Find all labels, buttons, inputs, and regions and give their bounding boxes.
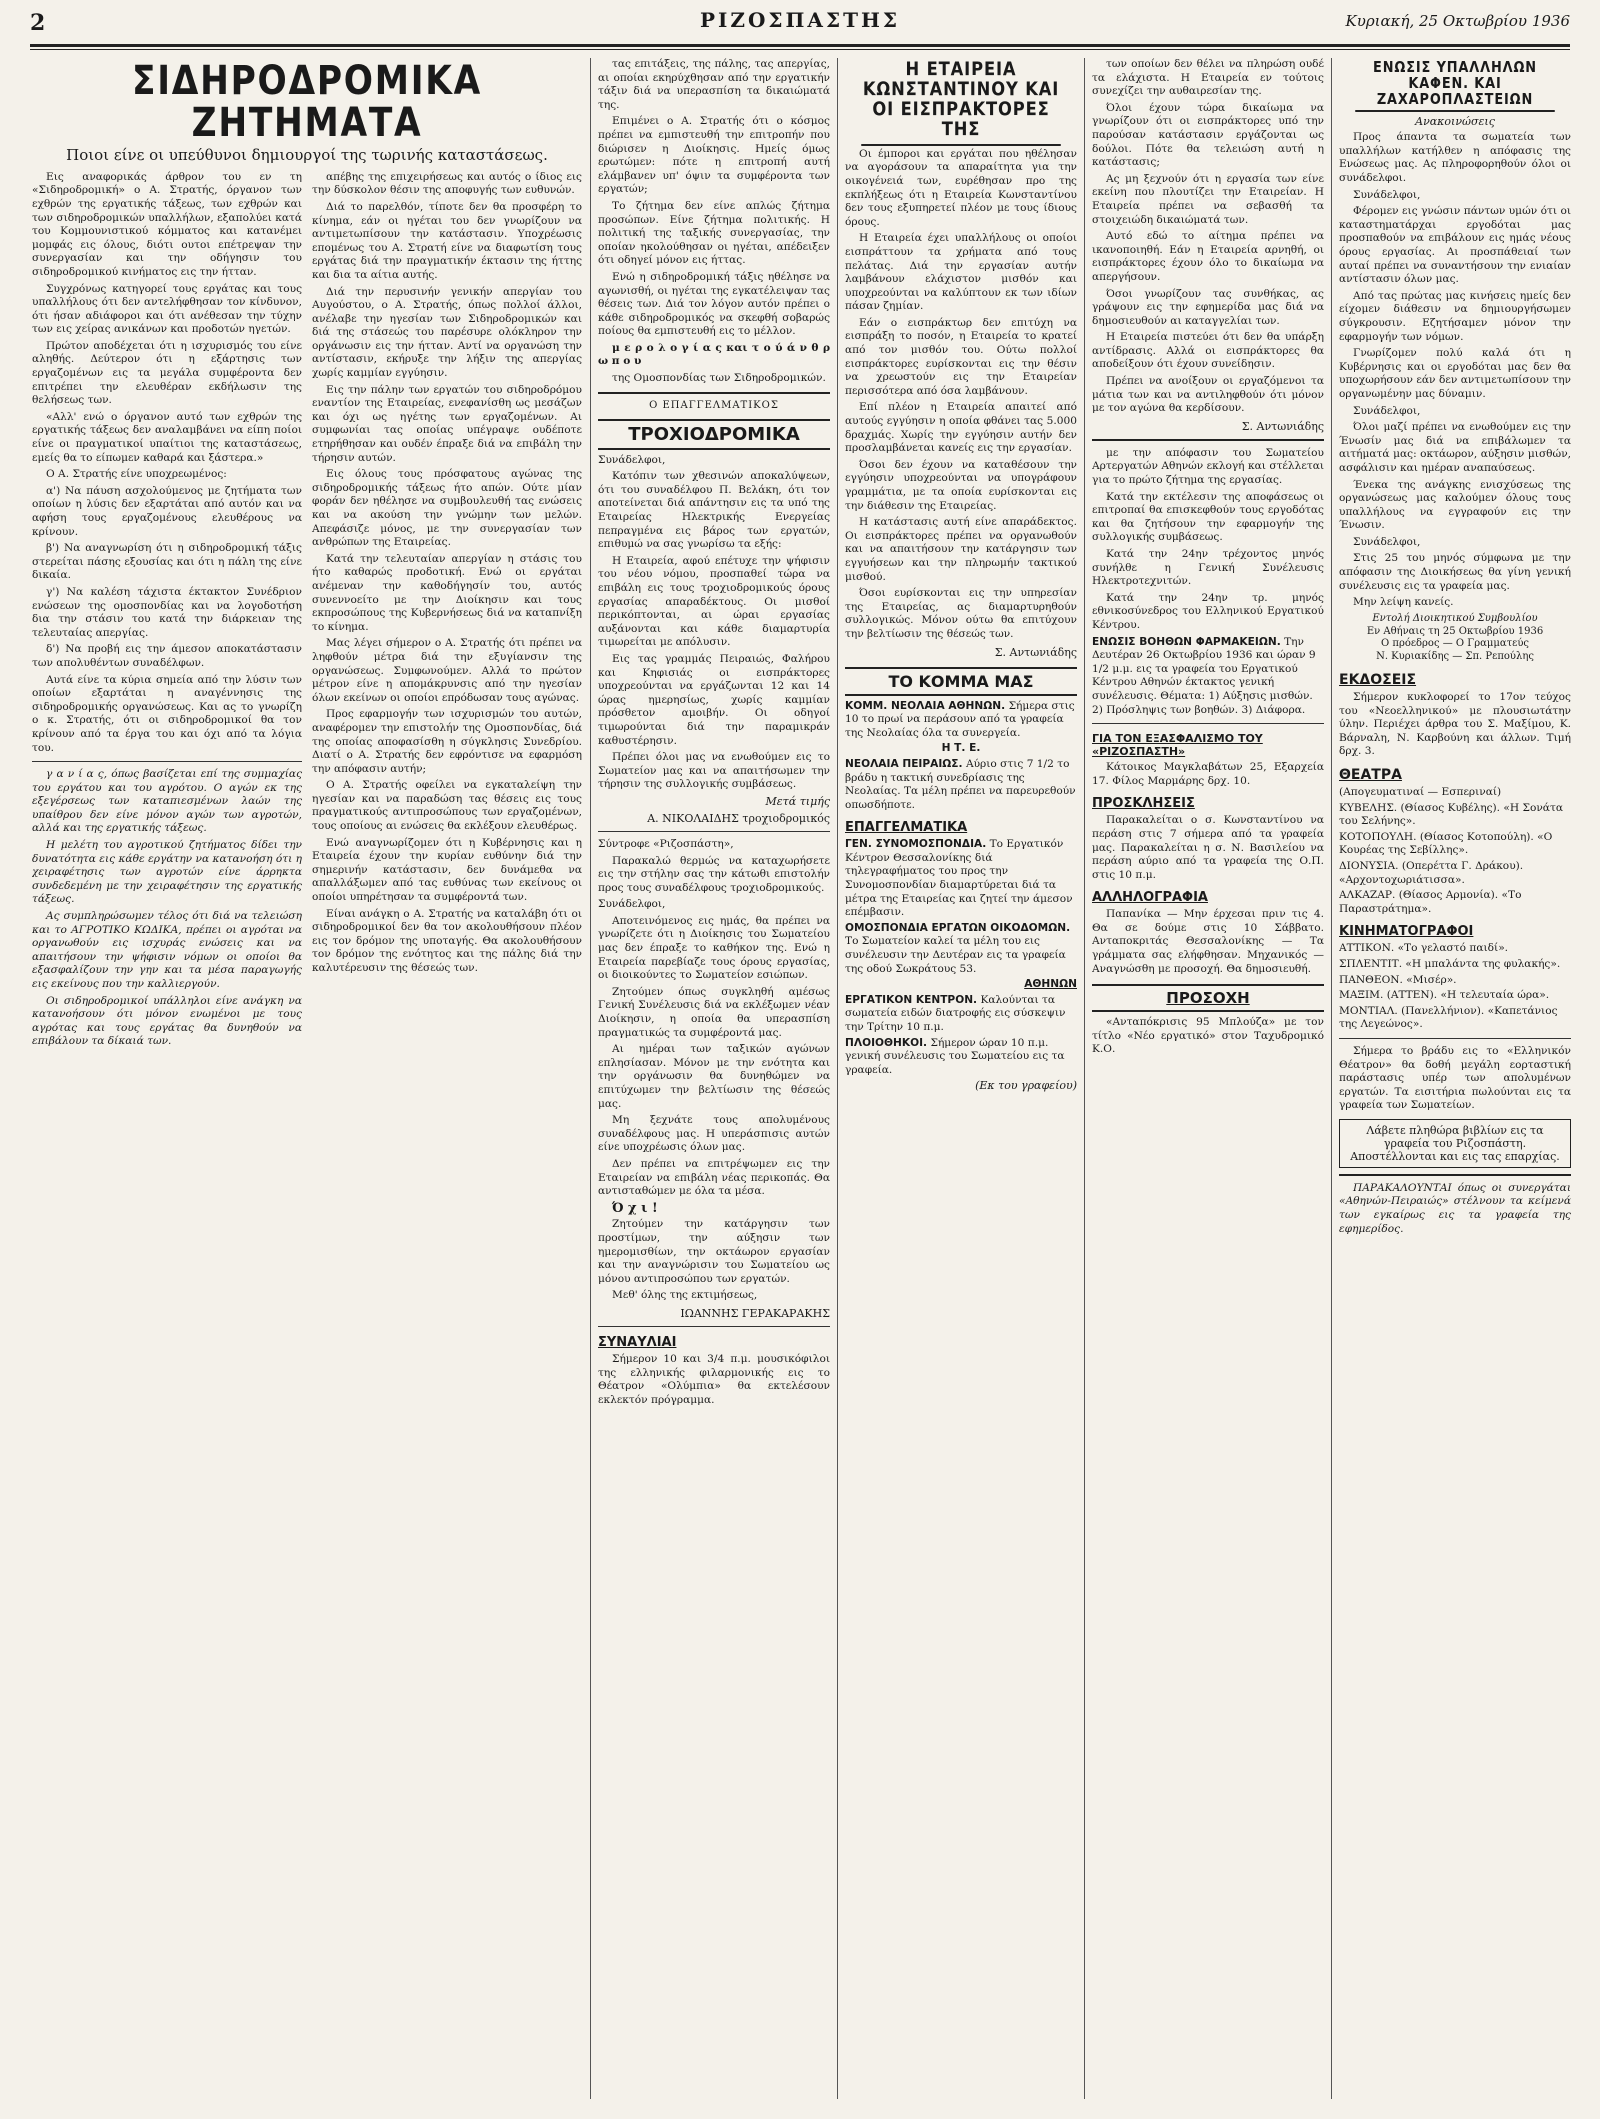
column-5 [1092, 58, 1324, 2098]
letter-paragraph: Μεθ' όλης της εκτιμήσεως, [612, 1289, 758, 1302]
letter-paragraph: Η Εταιρεία, αφού επέτυχε την ψήφισιν του νέου νόμου, προσπαθεί τώρα να επιβάλη εις τους τροχιοδρομικούς όρους εργασίας απαραδέκτους. Οι μισθοί περικόπτονται, αι ώραι εργασίας αυξάνονται και κάθε διαμαρτυρία τιμωρείται με απόλυσιν. [598, 554, 830, 649]
divider [598, 392, 830, 394]
notice-head: ΟΜΟΣΠΟΝΔΙΑ ΕΡΓΑΤΩΝ ΟΙΚΟΔΟΜΩΝ. [845, 921, 1071, 934]
letter-paragraph: Ζητούμεν όπως συγκληθή αμέσως Γενική Συνέλευσις διά να εκλέξωμεν νέαν Διοίκησιν, η οποία θα υπερασπίση πραγματικώς τα συμφέροντά μας. [598, 985, 830, 1039]
notice-entry [845, 978, 1077, 992]
editor-note: Σύντροφε «Ριζοσπάστη», [598, 837, 734, 850]
section-text: Σήμερον 10 και 3/4 π.μ. μουσικόφιλοι της ελληνικής φιλαρμονικής εις το Θέατρον «Ολύμπια» θα εκτελέσουν εκλεκτόν πρόγραμμα. [598, 1352, 830, 1406]
article-paragraph: Η Εταιρεία πιστεύει ότι δεν θα υπάρξη αντίδρασις. Αλλά οι εισπράκτορες θα αποδείξουν ότι έχουν συνείδησιν. [1092, 331, 1324, 371]
article-paragraph: Εις την πάλην των εργατών του σιδηροδρόμου εναντίον της Εταιρείας, ενεφανίσθη ως μεσάζων και όχι ως ηγέτης των εργαζομένων. Αι συμφωνίαι τας οποίας υπέγραψε ουδέποτε ετηρήθησαν και ουδέν έπραξε διά να επιβάλη την τήρησιν αυτών. [312, 383, 582, 464]
section-title: ΤΟ ΚΟΜΜΑ ΜΑΣ [845, 667, 1077, 696]
article-paragraph: Εάν ο εισπράκτωρ δεν επιτύχη να εισπράξη το ποσόν, η Εταιρεία το κρατεί από τον μισθόν του. Ούτω πολλοί εισπράκτορες ευρίσκονται εις την θέσιν να χρεωστούν εις την Εταιρείαν περισσότερα από όσα λαμβάνουν. [845, 316, 1077, 397]
section-title: ΠΡΟΣΟΧΗ [1092, 984, 1324, 1012]
signature-line: Εν Αθήναις τη 25 Οκτωβρίου 1936 [1366, 625, 1544, 637]
notice-paragraph: Φέρομεν εις γνώσιν πάντων υμών ότι οι καταστηματάρχαι εργοδόται μας προσπαθούν να επιβάλουν εις ημάς νέους όρους εργασίας. Αι προσπάθειαί των αυταί πρέπει να συναντήσουν την ενιαίαν αντίστασιν όλων μας. [1339, 205, 1571, 286]
article-subheadline: Ποιοι είνε οι υπεύθυνοι δημιουργοί της τωρινής καταστάσεως. [66, 146, 548, 164]
listing-line: ΚΥΒΕΛΗΣ. (Θίασος Κυβέλης). «Η Σονάτα του Σελήνης». [1339, 801, 1563, 828]
notice-paragraph: Γνωρίζομεν πολύ καλά ότι η Κυβέρνησις και οι εργοδόται μας δεν θα υποχωρήσουν εάν δεν αντιμετωπίσουν την οργανωμένην μας δύναμιν. [1339, 347, 1571, 400]
article-paragraph: Αυτά είνε τα κύρια σημεία από την λύσιν των οποίων εξαρτάται η αναγέννησις της σιδηροδρομικής οργανώσεως. Και ας το γνωρίζη ο κ. Στρατής, ότι οι σιδηροδρομικοί θα τον κρίνουν από τα έργα του και όχι από τα λόγια του. [32, 673, 302, 754]
column-divider [837, 58, 838, 2099]
letter-paragraph: Αποτεινόμενος εις ημάς, θα πρέπει να γνωρίζετε ότι η Διοίκησις του Σωματείου μας δεν έπραξε το καθήκον της. Ενώ η Εταιρεία παρεβίαζε τους όρους εργασίας, οι διοικούντες το Σωματείον εσιώπων. [598, 914, 830, 982]
notice-entry [845, 922, 1077, 976]
notice-paragraph: Προς άπαντα τα σωματεία των υπαλλήλων κατήλθεν η απόφασις της Ενώσεως μας. Ας πληροφορηθούν όλοι οι συνάδελφοι. [1339, 131, 1571, 185]
notice-entry [845, 994, 1077, 1035]
section-text: Παπανίκα — Μην έρχεσαι πριν τις 4. Θα σε δούμε στις 10 Σάββατο. Ανταποκριτάς Θεσσαλονίκης — Τα γράμματα σας ελήφθησαν. Μηχανικός — Αναγνώσθη με προσοχή. Θα δημοσιευθή. [1092, 908, 1324, 975]
article-headline: Η ΕΤΑΙΡΕΙΑ ΚΩΝΣΤΑΝΤΙΝΟΥ ΚΑΙ ΟΙ ΕΙΣΠΡΑΚΤΟΡΕΣ ΤΗΣ [861, 60, 1061, 146]
notice-paragraph: Συνάδελφοι, [1353, 535, 1421, 548]
article-paragraph: της Ομοσπονδίας των Σιδηροδρομικών. [612, 372, 826, 385]
notice-head: Η Τ. Ε. [941, 742, 981, 755]
section-text: Σήμερον κυκλοφορεί το 17ον τεύχος του «Νεοελληνικού» με πλουσιωτάτην ύλην. Περιέχει άρθρα του Σ. Μαξίμου, Κ. Βάρναλη, Ν. Καρβούνη και άλλων. Τιμή δρχ. 3. [1339, 691, 1571, 758]
article-paragraph: Το ζήτημα δεν είνε απλώς ζήτημα προσώπων. Είνε ζήτημα πολιτικής. Η πολιτική της ταξικής συνεργασίας, την οποίαν ηκολούθησαν οι ηγέται, απέδειξεν ότι οδηγεί μόνον εις ήττας. [598, 199, 830, 267]
letter-paragraph: Πρέπει όλοι μας να ενωθούμεν εις το Σωματείον μας και να απαιτήσωμεν την τήρησιν της συλλογικής συμβάσεως. [598, 751, 830, 791]
letter-paragraph: Κατόπιν των χθεσινών αποκαλύψεων, ότι του συναδέλφου Π. Βελάκη, ότι τον αποτείνεται διά απάντησιν εις τα υπό της Εταιρείας Ηλεκτρικής Ενεργείας πεπραγμένα εις βάρος των εργατών, επιθυμώ να σας γνωρίσω τα εξής: [598, 470, 830, 551]
notice-entry [845, 838, 1077, 920]
signature: (Εκ του γραφείου) [975, 1079, 1077, 1093]
notice-head: ΠΛΟΙΟΘΗΚΟΙ. [845, 1036, 928, 1049]
article-paragraph: Συγχρόνως κατηγορεί τους εργάτας και τους υπαλλήλους ότι δεν αντελήφθησαν τον κίνδυνον, ότι ήσαν αδιάφοροι και ότι ανέθεσαν την τύχην των εις χείρας ανικάνων και προδοτών ηγετών. [32, 282, 302, 336]
article-paragraph: β') Να αναγνωρίση ότι η σιδηροδρομική τάξις στερείται πάσης εξουσίας και ότι η πάλη της είνε δικαία. [32, 542, 302, 582]
notice-paragraph: Συνάδελφοι, [1353, 188, 1421, 201]
divider [1339, 1174, 1571, 1176]
shout-line: Ό χ ι ! [612, 1200, 658, 1216]
notice-paragraph: Συνάδελφοι, [1353, 404, 1421, 417]
article-headline: ΣΙΔΗΡΟΔΡΟΜΙΚΑ ΖΗΤΗΜΑΤΑ [132, 58, 482, 146]
divider [32, 761, 302, 762]
signature-line: Ο πρόεδρος — Ο Γραμματεύς [1381, 638, 1529, 650]
letter-paragraph: Συνάδελφοι, [598, 898, 666, 911]
letter-paragraph: Δεν πρέπει να επιτρέψωμεν εις την Εταιρείαν να επιβάλη νέας περικοπάς. Θα αντισταθώμεν με όλα τα μέσα. [598, 1157, 830, 1198]
section-title: ΕΚΔΟΣΕΙΣ [1339, 672, 1417, 689]
article-paragraph: Εις όλους τους πρόσφατους αγώνας της σιδηροδρομικής τάξεως ήτο απών. Ούτε μίαν φοράν δεν ηθέλησε να συμβουλευθή τας ενώσεις και να ακούση την γνώμην των μελών. Απεφάσιζε μόνος, με την συνεργασίαν των ανθρώπων της Εταιρείας. [312, 468, 582, 549]
article-paragraph: γ') Να καλέση τάχιστα έκτακτον Συνέδριον ενώσεων της ομοσπονδίας και να λογοδοτήση δια την στάσιν του κατά την διάρκειαν της τελευταίας απεργίας. [32, 585, 302, 639]
notice-text: Σήμερον ώραν 10 π.μ. γενική συνέλευσις του Σωματείου εις τα γραφεία. [845, 1036, 1065, 1076]
article-paragraph: Εις αναφορικάς άρθρον του εν τη «Σιδηροδρομική» ο Α. Στρατής, όργανον των εχθρών της εργατικής τάξεως, των εχθρών και των σιδηροδρομικών υπαλλήλων, εξαπολύει κατά του Κομμουνιστικού κόμματος και κατανέμει μομφάς εις όλους, διότι ουτοι επέτρεψαν την συνεργασίαν και την οδήγησιν του σιδηροδρομικού κινήματος εις την ήτταν. [32, 170, 302, 278]
article-paragraph: Προς εφαρμογήν των ισχυρισμών του αυτών, αναφέρομεν την επιστολήν της Ομοσπονδίας, διά της οποίας αποφασίσθη η σύγκλησις Συνεδρίου. Διατί ο Α. Στρατής δεν εφρόντισε να εφαρμόση την απόφασιν αυτήν; [312, 708, 582, 775]
notice-paragraph: Στις 25 του μηνός σύμφωνα με την απόφασιν της Διοικήσεως θα γίνη γενική συνέλευσις εις τα γραφεία μας. [1339, 552, 1571, 592]
article-paragraph: Μας λέγει σήμερον ο Α. Στρατής ότι πρέπει να ληφθούν μέτρα διά την εξυγίανσιν της οργανώσεως. Συμφωνούμεν. Αλλά το πρώτον μέτρον είνε η απομάκρυνσις από την ηγεσίαν όλων εκείνων οι οποίοι επρόδωσαν τους αγώνας. [312, 637, 582, 704]
listing-line: ΠΑΝΘΕΟΝ. «Μισέρ». [1339, 973, 1457, 986]
listing-line: ΔΙΟΝΥΣΙΑ. (Οπερέττα Γ. Δράκου). «Αρχοντοχωριάτισσα». [1339, 859, 1524, 886]
notice-paragraph: Μην λείψη κανείς. [1353, 596, 1454, 609]
divider [1092, 723, 1324, 724]
section-text: «Ανταπόκρισις 95 Μπλούζα» με τον τίτλο «Νέο εργατικό» στον Ταχυδρομικό Κ.Ο. [1092, 1016, 1324, 1056]
signature: ΙΩΑΝΝΗΣ ΓΕΡΑΚΑΡΑΚΗΣ [680, 1306, 830, 1320]
notice-entry [845, 758, 1077, 812]
listing-line: ΑΛΚΑΖΑΡ. (Θίασος Αρμονία). «Το Παραστράτημα». [1339, 889, 1522, 915]
article-paragraph: Η Εταιρεία έχει υπαλλήλους οι οποίοι εισπράττουν τα χρήματα από τους πελάτας. Διά την εργασίαν αυτήν λαμβάνουν ελάχιστον μισθόν και υποχρεούνται να καλύπτουν εκ των ιδίων πάσαν ζημίαν. [845, 232, 1077, 313]
column-divider [1084, 58, 1085, 2099]
article-paragraph: δ') Να προβή εις την άμεσον αποκατάστασιν των απολυθέντων συναδέλφων. [32, 643, 302, 669]
boxed-notice: Λάβετε πληθώρα βιβλίων εις τα γραφεία του Ριζοσπάστη. Αποστέλλονται και εις τας επαρχίας. [1339, 1119, 1571, 1168]
signature-line: Εντολή Διοικητικού Συμβουλίου [1372, 612, 1538, 624]
article-paragraph: Είναι ανάγκη ο Α. Στρατής να καταλάβη ότι οι σιδηροδρομικοί δεν θα τον ακολουθήσουν πλέον εις τον δρόμον της υποταγής. Θα ακολουθήσουν τον δρόμον της ενότητος και της πάλης διά την καλυτέρευσιν της θέσεώς των. [312, 907, 582, 974]
column-3 [598, 58, 830, 2098]
listing-line: (Απογευματιναί — Εσπεριναί) [1339, 786, 1502, 798]
notice-paragraph: Όλοι μαζί πρέπει να ενωθούμεν εις την Ένωσίν μας διά να επιβάλωμεν τα αιτήματά μας: οκτάωρον, αύξησιν μισθών, ασφάλισιν και ημέραν αναπαύσεως. [1339, 421, 1571, 474]
section-title: ΑΛΛΗΛΟΓΡΑΦΙΑ [1092, 890, 1208, 906]
notice-head: ΕΝΩΣΙΣ ΒΟΗΘΩΝ ΦΑΡΜΑΚΕΙΩΝ. [1092, 635, 1281, 648]
section-title: ΕΠΑΓΓΕΛΜΑΤΙΚΑ [845, 820, 968, 836]
listing-line: ΜΑΞΙΜ. (ΑΤΤΕΝ). «Η τελευταία ώρα». [1339, 989, 1550, 1002]
article-paragraph: Οι έμποροι και εργάται που ηθέλησαν να αγοράσουν τα απαραίτητα για την οικογένειά των, ευρέθησαν προ της εκπλήξεως ότι η Εταιρεία Κωνσταντίνου δεν τους εξυπηρετεί πλέον με τους ίδιους όρους. [845, 147, 1077, 228]
article-paragraph: απέβης της επιχειρήσεως και αυτός ο ίδιος εις την δύσκολον θέσιν της αποφυγής των ευθυνών. [312, 170, 582, 197]
letter-paragraph: Αι ημέραι των ταξικών αγώνων επλησίασαν. Μόνον με την ενότητα και την οργάνωσιν θα δυνηθώμεν να επιτύχωμεν την βελτίωσιν της θέσεώς μας. [598, 1043, 830, 1110]
section-title: ΓΙΑ ΤΟΝ ΕΞΑΣΦΑΛΙΣΜΟ ΤΟΥ «ΡΙΖΟΣΠΑΣΤΗ» [1092, 732, 1263, 759]
article-paragraph: γ α ν ί α ς, όπως βασίζεται επί της συμμαχίας του εργάτου και του αγρότου. Ο αγών εκ της εξεγέρσεως των καταπιεσμένων λαών της υπαίθρου δεν είνε μόνον αγών των αγροτών, αλλά και της εργατικής τάξεως. [32, 768, 302, 835]
railway-article-col-a [32, 171, 302, 1052]
article-paragraph: «Αλλ' ενώ ο όργανον αυτό των εχθρών της εργατικής τάξεως δεν αναλαμβάνει να είπη ποίοι είνε οι πραγματικοί υπαίτιοι της καταστάσεως, εμείς θα το είπωμεν καθαρά και ξάστερα.» [32, 410, 302, 464]
notice-head: ΓΕΝ. ΣΥΝΟΜΟΣΠΟΝΔΙΑ. [845, 838, 987, 851]
section-title: ΣΥΝΑΥΛΙΑΙ [598, 1334, 677, 1350]
masthead [30, 6, 1570, 44]
section-title: ΚΙΝΗΜΑΤΟΓΡΑΦΟΙ [1339, 924, 1474, 940]
listing-line: ΜΟΝΤΙΑΛ. (Πανελλήνιον). «Καπετάνιος της Λεγεώνος». [1339, 1004, 1558, 1031]
column-divider [1331, 58, 1332, 2099]
section-text: Σήμερα το βράδυ εις το «Ελληνικόν Θέατρον» θα δοθή μεγάλη εορταστική παράστασις υπέρ των απολυμένων εργατών. Τα εισιτήρια πωλούνται εις τα γραφεία των Σωματείων. [1339, 1044, 1571, 1112]
notice-paragraph: Από τας πρώτας μας κινήσεις ημείς δεν είχομεν διάθεσιν να δημιουργήσωμεν σύγκρουσιν. Εζητήσαμεν μόνον την εφαρμογήν των νόμων. [1339, 289, 1571, 343]
section-title: ΘΕΑΤΡΑ [1339, 767, 1402, 783]
article-paragraph: τας επιτάξεις, της πάλης, τας απεργίας, αι οποίαι εκηρύχθησαν από την εργατικήν τάξιν διά να υπερασπίση τα δικαιώματά της. [598, 58, 830, 111]
article-paragraph: Αυτό εδώ το αίτημα πρέπει να ικανοποιηθή. Εάν η Εταιρεία αρνηθή, οι εισπράκτορες έχουν όλο το δικαίωμα να απεργήσουν. [1092, 230, 1324, 283]
signature: Α. ΝΙΚΟΛΑΙΔΗΣ τροχιοδρομικός [647, 811, 830, 825]
article-paragraph: Ο Α. Στρατής οφείλει να εγκαταλείψη την ηγεσίαν και να παραδώση τας θέσεις εις τους πραγματικούς αντιπροσώπους των εργαζομένων, τους οποίους αι ενώσεις θα εκλέξουν ελευθέρως. [312, 779, 582, 833]
notice-entry [845, 700, 1077, 741]
signature: Σ. Αντωνιάδης [1241, 419, 1324, 433]
divider [598, 1326, 830, 1327]
article-paragraph: Επί πλέον η Εταιρεία απαιτεί από αυτούς εγγύησιν η οποία φθάνει τας 5.000 δραχμάς. Χωρίς την εγγύησιν αυτήν δεν προσλαμβάνεται κανείς εις την εργασίαν. [845, 401, 1077, 455]
article-paragraph: Πρέπει να ανοίξουν οι εργαζόμενοι τα μάτια των και να αντιληφθούν ότι μόνον με τον αγώνα θα κερδίσουν. [1092, 375, 1324, 415]
letter-paragraph: Μη ξεχνάτε τους απολυμένους συναδέλφους μας. Η υπεράσπισις αυτών είνε υποχρέωσις όλων μας. [598, 1114, 830, 1154]
article-paragraph: Ενώ αναγνωρίζομεν ότι η Κυβέρνησις και η Εταιρεία έχουν την κυρίαν ευθύνην διά την σημερινήν κατάστασιν, δεν δυνάμεθα να απαλλάξωμεν από τας ευθύνας των εκείνους οι οποίοι υπηρέτησαν τα συμφέροντά των. [312, 836, 582, 904]
article-paragraph: Όσοι ευρίσκονται εις την υπηρεσίαν της Εταιρείας, ας διαμαρτυρηθούν συλλογικώς. Μόνον ούτω θα επιτύχουν την βελτίωσιν της θέσεώς των. [845, 587, 1077, 640]
divider [1092, 439, 1324, 441]
column-divider [590, 58, 591, 2099]
article-paragraph: με την απόφασιν του Σωματείου Αρτεργατών Αθηνών εκλογή και στέλλεται για το πρώτο ζήτημα της εργασίας. [1092, 446, 1324, 487]
listing-line: ΑΤΤΙΚΟΝ. «Το γελαστό παιδί». [1339, 942, 1509, 955]
notice-text: Το Εργατικόν Κέντρον Θεσσαλονίκης διά τηλεγραφήματος του προς την Συνομοσπονδίαν διαμαρτύρεται διά τα μέτρα της Εταιρείας και ζητεί την άμεσον επέμβασιν. [845, 838, 1073, 919]
notice-entry [1092, 636, 1324, 718]
section-label: Ο ΕΠΑΓΓΕΛΜΑΤΙΚΟΣ [649, 399, 779, 411]
article-paragraph: Κατά την εκτέλεσιν της αποφάσεως οι επιτροπαί θα επισκεφθούν τους εργοδότας και θα ζητήσουν την εφαρμογήν της συλλογικής συμβάσεως. [1092, 490, 1324, 544]
issue-date: Κυριακή, 25 Οκτωβρίου 1936 [1345, 12, 1570, 30]
article-paragraph: Η μελέτη του αγροτικού ζητήματος δίδει την δυνατότητα εις κάθε εργάτην να κατανοήση ότι η χειραφέτησις των αγροτών είνε άρρηκτα συνδεδεμένη με την χειραφέτησιν της εργατικής τάξεως. [32, 839, 302, 906]
notice-headline: ΕΝΩΣΙΣ ΥΠΑΛΛΗΛΩΝ ΚΑΦΕΝ. ΚΑΙ ΖΑΧΑΡΟΠΛΑΣΤΕΙΩΝ [1355, 60, 1555, 112]
article-paragraph: Ας συμπληρώσωμεν τέλος ότι διά να τελειώση και το ΑΓΡΟΤΙΚΟ ΚΩΔΙΚΑ, πρέπει οι αγρόται να οργανωθούν εις ισχυράς ενώσεις και να απαιτήσουν την ψήφισιν νόμων οι οποίοι θα εξασφαλίζουν την γην και τα μέσα παραγωγής εις εκείνους που την καλλιεργούν. [32, 910, 302, 990]
letter-paragraph: Παρακαλώ θερμώς να καταχωρήσετε εις την στήλην σας την κάτωθι επιστολήν προς τους συναδέλφους τροχιοδρομικούς. [598, 854, 830, 894]
paper-name: ΡΙΖΟΣΠΑΣΤΗΣ [699, 8, 901, 32]
signature-line: Ν. Κυριακίδης — Σπ. Ρεπούλης [1376, 651, 1534, 663]
listing-line: ΚΟΤΟΠΟΥΛΗ. (Θίασος Κοτοπούλη). «Ο Κουρέας της Σεβίλλης». [1339, 830, 1553, 857]
letter-paragraph: Εις τας γραμμάς Πειραιώς, Φαλήρου και Κηφισιάς οι εισπράκτορες υποχρεούνται να εργάζωνται 12 και 14 ώρας ημερησίως, χωρίς καμμίαν πρόσθετον αμοιβήν. Οι οδηγοί τιμωρούνται διά την παραμικράν καθυστέρησιν. [598, 652, 830, 747]
section-text: Παρακαλείται ο σ. Κωνσταντίνου να περάση στις 7 σήμερα από τα γραφεία μας. Παρακαλείται η σ. Ν. Βασιλείου να περάση αύριο από τα γραφεία της Ο.Π. στις 10 π.μ. [1092, 814, 1324, 881]
notice-head: ΝΕΟΛΑΙΑ ΠΕΙΡΑΙΩΣ. [845, 757, 963, 770]
section-text: ΠΑΡΑΚΑΛΟΥΝΤΑΙ όπως οι συνεργάται «Αθηνών-Πειραιώς» στέλνουν τα κείμενά των εγκαίρως εις τα γραφεία της εφημερίδος. [1339, 1181, 1571, 1235]
notice-head: ΑΘΗΝΩΝ [1024, 978, 1077, 991]
listing-line: ΣΠΛΕΝΤΙΤ. «Η μπαλάντα της φυλακής». [1339, 957, 1561, 970]
article-paragraph: Ενώ η σιδηροδρομική τάξις ηθέλησε να αγωνισθή, οι ηγέται της εγκατέλειψαν τας θέσεις των. Διά τον λόγον αυτόν πρέπει ο κάθε σιδηροδρομικός να σκεφθή σοβαρώς ποίους θα εμπιστευθή εις το μέλλον. [598, 270, 830, 338]
article-paragraph: Ο Α. Στρατής είνε υποχρεωμένος: [46, 468, 227, 481]
letter-paragraph: Ζητούμεν την κατάργησιν των προστίμων, την αύξησιν των ημερομισθίων, την οκτάωρον εργασίαν και την αναγνώρισιν του Σωματείου ως μόνου αντιπροσώπου των εργατών. [598, 1218, 830, 1285]
article-paragraph: Κατά την τελευταίαν απεργίαν η στάσις του ήτο καθαρώς προδοτική. Ενώ οι εργάται ανέμεναν την καθοδήγησίν του, αυτός συνεννοείτο με την Διοίκησιν και τους εκπροσώπους της Κυβερνήσεως διά να καταπνίξη το κίνημα. [312, 552, 582, 633]
article-paragraph: Διά το παρελθόν, τίποτε δεν θα προσφέρη το κίνημα, εάν οι ηγέται του δεν γνωρίζουν να αντιμετωπίσουν την κατάστασιν. Υποχρέωσις επομένως του Α. Στρατή είνε να διαφωτίση τους εργάτας διά την πραγματικήν έκτασιν της ήττης και δια τα αίτια αυτής. [312, 200, 582, 281]
article-paragraph: Επιμένει ο Α. Στρατής ότι ο κόσμος πρέπει να εμπιστευθή την επιτροπήν που διώρισεν η Διοίκησις. Ημείς όμως ερωτώμεν: πότε η επιτροπή αυτή ελάμβανεν υπ' όψιν τα συμφέροντα των εργατών; [598, 115, 830, 196]
section-title: ΤΡΟΧΙΟΔΡΟΜΙΚΑ [598, 419, 830, 450]
section-title: ΠΡΟΣΚΛΗΣΕΙΣ [1092, 796, 1195, 812]
column-4 [845, 58, 1077, 2098]
article-paragraph: Οι σιδηροδρομικοί υπάλληλοι είνε ανάγκη να κατανοήσουν ότι μόνον ενωμένοι με τους αγρότας και τους εργάτας θα δυνηθούν να επιβάλουν τα δίκαιά των. [32, 994, 302, 1048]
article-paragraph: Ας μη ξεχνούν ότι η εργασία των είνε εκείνη που πλουτίζει την Εταιρείαν. Η Εταιρεία πρέπει να σεβασθή τα στοιχειώδη δικαιώματά των. [1092, 172, 1324, 226]
railway-article [32, 58, 582, 2098]
notice-head: ΚΟΜΜ. ΝΕΟΛΑΙΑ ΑΘΗΝΩΝ. [845, 699, 1006, 712]
notice-head: ΕΡΓΑΤΙΚΟΝ ΚΕΝΤΡΟΝ. [845, 993, 978, 1006]
notice-entry [845, 1037, 1077, 1078]
notice-text: Σήμερα στις 10 το πρωί να περάσουν από τα γραφεία της Νεολαίας όλα τα συνεργεία. [845, 699, 1075, 739]
signature-line: Μετά τιμής [765, 794, 830, 808]
article-paragraph: Όλοι έχουν τώρα δικαίωμα να γνωρίζουν ότι οι εισπράκτορες υπό την παρούσαν κατάστασιν εργάζονται ως δούλοι. Πότε θα τελειώση αυτή η κατάστασις; [1092, 101, 1324, 169]
divider [1339, 1038, 1571, 1039]
article-paragraph: Διά την περυσινήν γενικήν απεργίαν του Αυγούστου, ο Α. Στρατής, όπως πολλοί άλλοι, ανέλαβε την ηγεσίαν των Σιδηροδρομικών και διά της στάσεώς του παρέσυρε ολόκληρον την οργάνωσιν εις την ήτταν. Αντί να οργανώση την αντίστασιν, εκήρυξε την λήξιν της απεργίας χωρίς καμμίαν εγγύησιν. [312, 285, 582, 380]
notice-text: Το Σωματείον καλεί τα μέλη του εις συνέλευσιν την Δευτέραν εις τα γραφεία της οδού Σωκράτους 53. [845, 935, 1066, 975]
masthead-rule-thin [30, 49, 1570, 50]
divider [598, 831, 830, 832]
signature: Σ. Αντωνιάδης [994, 645, 1077, 659]
article-paragraph: Κατά την 24ην τρ. μηνός εθνικοσύνεδρος του Ελληνικού Εργατικού Κέντρου. [1092, 591, 1324, 631]
article-paragraph: Όσοι δεν έχουν να καταθέσουν την εγγύησιν υποχρεούνται να υπογράφουν γραμμάτια, με τα οποία ευρίσκονται εις την διάθεσιν της Εταιρείας. [845, 458, 1077, 512]
page-number: 2 [30, 10, 46, 36]
article-paragraph: Πρώτον αποδέχεται ότι η ισχυρισμός του είνε αληθής. Δεύτερον ότι η εξάρτησις των εργαζομένων εις τα μεγάλα συμφέροντα δεν επιτρέπει την ελευθέραν εκδήλωσιν της θελήσεως των. [32, 339, 302, 407]
letter-greeting: Συνάδελφοι, [598, 453, 666, 466]
notice-subhead: Ανακοινώσεις [1415, 115, 1495, 129]
railway-article-col-b [312, 171, 582, 1052]
article-paragraph: Όσοι γνωρίζουν τας συνθήκας, ας γράψουν εις την εφημερίδα μας διά να δημοσιευθούν αι καταγγελίαι των. [1092, 287, 1324, 327]
notice-text: Καλούνται τα σωματεία ειδών διατροφής εις σύσκεψιν την Τρίτην 10 π.μ. [845, 993, 1066, 1033]
section-text: Κάτοικος Μαγκλαβάτων 25, Εξαρχεία 17. Φίλος Μαρμάρης δρχ. 10. [1092, 761, 1324, 787]
article-paragraph: Η κατάστασις αυτή είνε απαράδεκτος. Οι εισπράκτορες πρέπει να οργανωθούν και να απαιτήσουν την κατάργησιν των εγγυήσεων και την πληρωμήν τακτικού μισθού. [845, 516, 1077, 583]
spaced-line: μ ε ρ ο λ ο γ ί α ς και τ ο ύ ά ν θ ρ ω π ο υ [598, 341, 830, 368]
masthead-rule [30, 44, 1570, 47]
article-paragraph: α') Να πάυση ασχολούμενος με ζητήματα των οποίων η λύσις δεν εξαρτάται από αυτόν και να αφήση τους εργαζομένους ελευθέρους να κρίνουν. [32, 484, 302, 538]
notice-text: Αύριο στις 7 1/2 το βράδυ η τακτική συνεδρίασις της Νεολαίας. Τα μέλη πρέπει να παρευρεθούν οπωσδήποτε. [845, 757, 1076, 811]
notice-entry [845, 742, 1077, 756]
article-paragraph: Κατά την 24ην τρέχοντος μηνός συνήλθε η Γενική Συνέλευσις Ηλεκτροτεχνιτών. [1092, 548, 1324, 588]
column-6 [1339, 58, 1571, 2098]
notice-paragraph: Ένεκα της ανάγκης ενισχύσεως της οργανώσεως μας καλούμεν όλους τους υπαλλήλους να εγγραφούν εις την Ένωσιν. [1339, 478, 1571, 532]
notice-text: Την Δευτέραν 26 Οκτωβρίου 1936 και ώραν 9 1/2 μ.μ. εις τα γραφεία του Εργατικού Κέντρου Αθηνών έκτακτος γενική συνέλευσις. Θέματα: 1) Αύξησις μισθών. 2) Πρόσληψις των βοηθών. 3) Διάφορα. [1092, 635, 1316, 716]
article-paragraph: των οποίων δεν θέλει να πληρώση ουδέ τα ελάχιστα. Η Εταιρεία εν τούτοις συνεχίζει την αυθαιρεσίαν της. [1092, 58, 1324, 98]
